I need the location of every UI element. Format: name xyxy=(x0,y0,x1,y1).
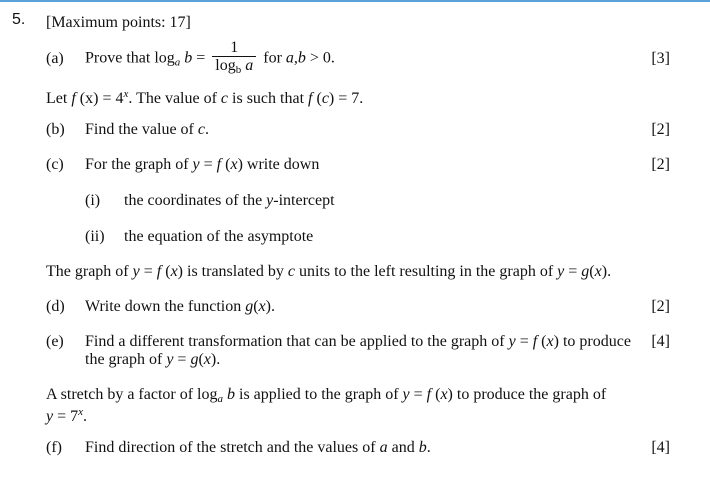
part-f-marks: [4] xyxy=(651,439,670,456)
part-e-text-line1: Find a different transformation that can be applied to the graph of y = f (x) to produce xyxy=(85,333,631,350)
part-b-marks: [2] xyxy=(651,121,670,138)
part-c-ii-text: the equation of the asymptote xyxy=(124,228,314,245)
part-a-text: Prove that $\log_a b$ = $\frac{1}{\log_b a}$ for a,b > 0. xyxy=(85,39,335,82)
top-accent-bar xyxy=(0,0,710,2)
part-b-label: (b) xyxy=(46,121,65,138)
part-a-label: (a) xyxy=(46,50,64,67)
max-points: [Maximum points: 17] xyxy=(46,14,191,31)
fraction: $\frac{1}{\log_b a}$ xyxy=(212,39,256,79)
intro-text-1: Let f $(x) = 4^x$. The value of c is such that f (c) = 7. xyxy=(46,88,364,107)
part-d-label: (d) xyxy=(46,298,65,315)
part-c-i-text: the coordinates of the y-intercept xyxy=(124,192,335,209)
part-a-marks: [3] xyxy=(651,50,670,67)
part-e-marks: [4] xyxy=(651,333,670,350)
intro-text-2: The graph of y = f (x) is translated by c units to the left resulting in the graph of y = g(x). xyxy=(46,263,612,280)
part-f-label: (f) xyxy=(46,439,62,456)
question-number: 5. xyxy=(12,11,26,28)
part-c-text: For the graph of y = f (x) write down xyxy=(85,156,320,173)
intro-text-3-line1: A stretch by a factor of $\log_a b$ is applied to the graph of y = f (x) to produce the graph of xyxy=(46,386,607,405)
part-e-label: (e) xyxy=(46,333,64,350)
part-c-ii-label: (ii) xyxy=(85,228,105,245)
part-c-marks: [2] xyxy=(651,156,670,173)
part-b-text: Find the value of c. xyxy=(85,121,209,138)
part-e-text-line2: the graph of y = g(x). xyxy=(85,351,221,368)
part-f-text: Find direction of the stretch and the values of a and b. xyxy=(85,439,431,456)
part-d-marks: [2] xyxy=(651,298,670,315)
intro-text-3-line2: $y = 7^x$. xyxy=(46,406,88,425)
part-c-label: (c) xyxy=(46,156,64,173)
part-c-i-label: (i) xyxy=(85,192,101,209)
part-d-text: Write down the function g(x). xyxy=(85,298,275,315)
